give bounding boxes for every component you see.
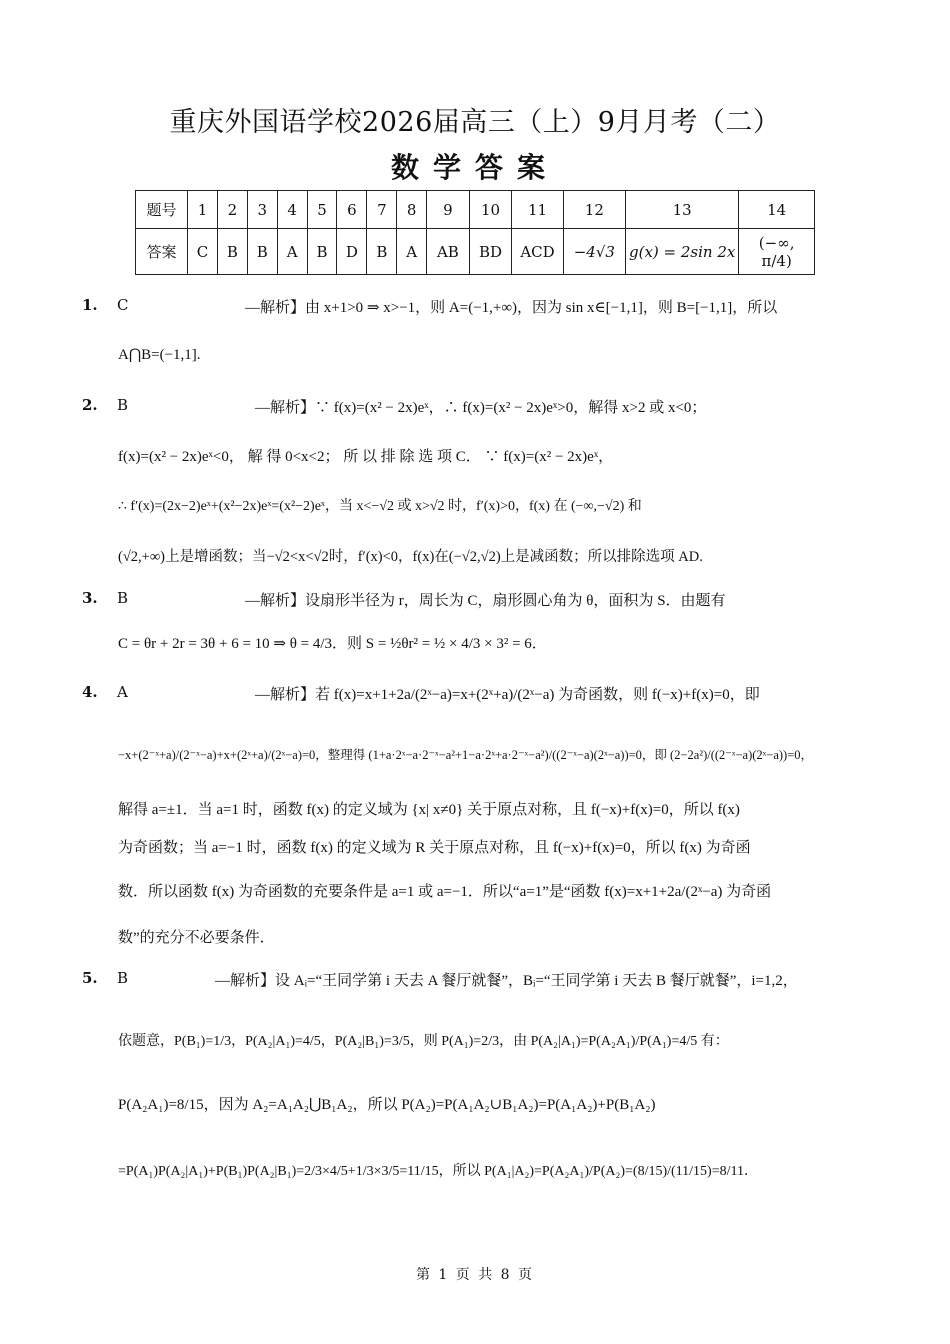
table-cell: 10 xyxy=(469,191,512,229)
table-cell: 答案 xyxy=(136,229,188,275)
question-answer: B xyxy=(117,396,129,414)
table-cell: 9 xyxy=(427,191,470,229)
table-cell: 6 xyxy=(337,191,367,229)
table-cell: 题号 xyxy=(136,191,188,229)
solution-line: —解析】设扇形半径为 r，周长为 C，扇形圆心角为 θ，面积为 S．由题有 xyxy=(245,593,726,609)
solution-line: A⋂B=(−1,1]. xyxy=(118,347,201,363)
table-cell: B xyxy=(307,229,337,275)
table-cell: 8 xyxy=(397,191,427,229)
table-cell: 4 xyxy=(277,191,307,229)
solution-line: 数”的充分不必要条件． xyxy=(118,930,275,946)
table-cell: 1 xyxy=(188,191,218,229)
page-title: 重庆外国语学校2026届高三（上）9月月考（二） xyxy=(169,107,781,138)
table-cell: 11 xyxy=(512,191,563,229)
table-cell: B xyxy=(217,229,247,275)
question-answer: A xyxy=(117,683,128,701)
table-cell: 12 xyxy=(563,191,625,229)
table-cell: 13 xyxy=(626,191,739,229)
solution-line: 依题意，P(B₁)=1/3，P(A₂|A₁)=4/5，P(A₂|B₁)=3/5，则 P(A₁)=2/3，由 P(A₂|A₁)=P(A₂A₁)/P(A₁)=4/5 有： xyxy=(118,1034,729,1049)
question-number: 3. xyxy=(82,589,98,607)
solution-line: 数．所以函数 f(x) 为奇函数的充要条件是 a=1 或 a=−1．所以“a=1”是“函数 f(x)=x+1+2a/(2ˣ−a) 为奇函 xyxy=(118,884,772,900)
solution-line: ∴ f′(x)=(2x−2)eˣ+(x²−2x)eˣ=(x²−2)eˣ，当 x<−√2 或 x>√2 时，f′(x)>0，f(x) 在 (−∞,−√2) 和 xyxy=(118,499,642,514)
question-number: 2. xyxy=(82,396,98,414)
question-number: 1. xyxy=(82,296,98,314)
solution-line: —解析】由 x+1>0 ⇒ x>−1，则 A=(−1,+∞)，因为 sin x∈[−1,1]，则 B=[−1,1]，所以 xyxy=(245,300,778,316)
solution-line: −x+(2⁻ˣ+a)/(2⁻ˣ−a)+x+(2ˣ+a)/(2ˣ−a)=0，整理得 (1+a·2ˣ−a·2⁻ˣ−a²+1−a·2ˣ+a·2⁻ˣ−a²)/((2⁻ˣ−a)(2ˣ−a))=0，即 (2−2a²)/((2⁻ˣ−a)(2ˣ−a))=0， xyxy=(118,748,813,762)
table-cell: A xyxy=(397,229,427,275)
solution-line: —解析】∵ f(x)=(x² − 2x)eˣ，∴ f(x)=(x² − 2x)eˣ>0，解得 x>2 或 x<0； xyxy=(255,400,707,416)
table-cell: 5 xyxy=(307,191,337,229)
table-cell: B xyxy=(367,229,397,275)
question-number: 5. xyxy=(82,969,98,987)
table-cell: AB xyxy=(427,229,470,275)
table-cell: 2 xyxy=(217,191,247,229)
solution-line: C = θr + 2r = 3θ + 6 = 10 ⇒ θ = 4/3．则 S = ½θr² = ½ × 4/3 × 3² = 6． xyxy=(118,636,547,652)
answer-table xyxy=(135,190,815,275)
page-subtitle: 数学答案 xyxy=(390,151,559,184)
page-footer: 第 1 页 共 8 页 xyxy=(415,1267,535,1283)
solution-line: 解得 a=±1．当 a=1 时，函数 f(x) 的定义域为 {x| x≠0} 关于原点对称，且 f(−x)+f(x)=0，所以 f(x) xyxy=(118,802,740,818)
table-cell: B xyxy=(247,229,277,275)
question-answer: C xyxy=(117,296,129,314)
answer-table-answer-row xyxy=(136,229,815,275)
question-answer: B xyxy=(117,969,129,987)
solution-line: —解析】若 f(x)=x+1+2a/(2ˣ−a)=x+(2ˣ+a)/(2ˣ−a) 为奇函数，则 f(−x)+f(x)=0，即 xyxy=(255,687,760,703)
solution-line: f(x)=(x² − 2x)eˣ<0， 解 得 0<x<2； 所 以 排 除 选 项 C． ∵ f(x)=(x² − 2x)eˣ， xyxy=(118,449,614,465)
table-cell: A xyxy=(277,229,307,275)
table-cell: D xyxy=(337,229,367,275)
question-answer: B xyxy=(117,589,129,607)
table-cell: 14 xyxy=(739,191,815,229)
table-cell: ACD xyxy=(512,229,563,275)
solution-line: P(A₂A₁)=8/15，因为 A₂=A₁A₂⋃B₁A₂，所以 P(A₂)=P(A₁A₂∪B₁A₂)=P(A₁A₂)+P(B₁A₂) xyxy=(118,1097,656,1113)
question-number: 4. xyxy=(82,683,98,701)
solution-line: 为奇函数；当 a=−1 时，函数 f(x) 的定义域为 R 关于原点对称，且 f(−x)+f(x)=0，所以 f(x) 为奇函 xyxy=(118,840,751,856)
solution-line: =P(A₁)P(A₂|A₁)+P(B₁)P(A₂|B₁)=2/3×4/5+1/3×3/5=11/15，所以 P(A₁|A₂)=P(A₂A₁)/P(A₂)=(8/15)/(11/15)=8/11． xyxy=(118,1164,758,1179)
table-cell: BD xyxy=(469,229,512,275)
table-cell: 3 xyxy=(247,191,277,229)
table-cell: C xyxy=(188,229,218,275)
table-cell: 7 xyxy=(367,191,397,229)
table-cell: −4√3 xyxy=(563,229,625,275)
solution-line: —解析】设 Aᵢ=“王同学第 i 天去 A 餐厅就餐”，Bᵢ=“王同学第 i 天去 B 餐厅就餐”，i=1,2， xyxy=(215,973,798,989)
solution-line: (√2,+∞)上是增函数；当−√2<x<√2时，f′(x)<0，f(x)在(−√2,√2)上是减函数；所以排除选项 AD. xyxy=(118,549,703,565)
table-cell: g(x) = 2sin 2x xyxy=(626,229,739,275)
answer-table-header-row xyxy=(136,191,815,229)
table-cell: (−∞, π/4) xyxy=(739,229,815,275)
